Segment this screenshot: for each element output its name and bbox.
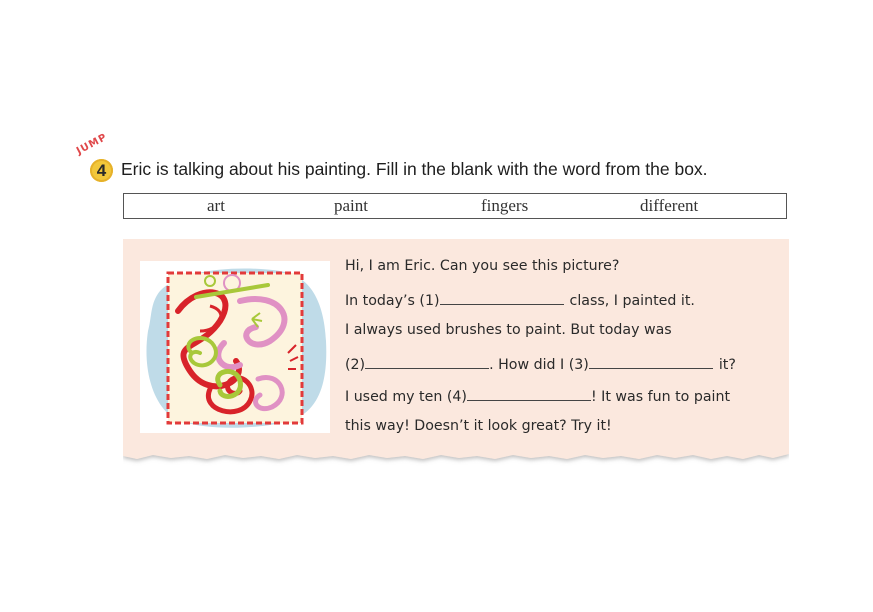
passage-text: I used my ten (4)	[345, 389, 467, 405]
word-box-item: different	[640, 196, 699, 215]
blank-2[interactable]	[365, 354, 489, 369]
passage-line-3: I always used brushes to paint. But today was	[345, 322, 672, 338]
exercise-number-badge	[90, 159, 113, 182]
passage-text: (2)	[345, 357, 366, 373]
passage-line-4	[345, 354, 736, 373]
exercise-instruction: Eric is talking about his painting. Fill in the blank with the word from the box.	[121, 159, 708, 179]
passage-text: In today’s (1)	[345, 293, 440, 309]
jump-label: JUMP	[74, 131, 110, 157]
swirl-painting-image	[140, 261, 330, 433]
exercise-badge	[74, 131, 120, 186]
word-box	[123, 193, 787, 219]
blank-1[interactable]	[440, 290, 564, 305]
torn-edge	[123, 440, 789, 468]
passage-line-5	[345, 386, 730, 405]
passage-line-1: Hi, I am Eric. Can you see this picture?	[345, 258, 620, 274]
passage-text: ! It was fun to paint	[590, 389, 731, 405]
blank-4[interactable]	[467, 386, 591, 401]
word-box-item: art	[207, 196, 225, 215]
exercise-number: 4	[96, 161, 107, 180]
word-box-item: paint	[334, 196, 368, 215]
passage-text: . How did I (3)	[489, 357, 589, 373]
passage-line-2	[345, 290, 695, 309]
passage-text: class, I painted it.	[569, 293, 695, 309]
word-box-item: fingers	[481, 196, 529, 215]
passage-line-6: this way! Doesn’t it look great? Try it!	[345, 418, 612, 434]
passage-text: it?	[718, 357, 736, 373]
blank-3[interactable]	[589, 354, 713, 369]
